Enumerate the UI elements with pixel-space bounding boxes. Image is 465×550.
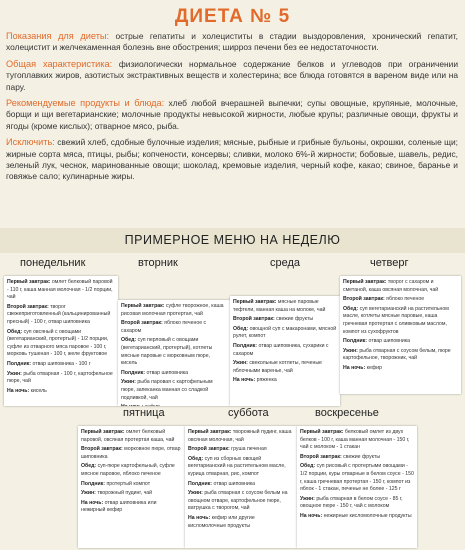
section-text: острые гепатиты и холециститы в стадии выздоровления, хронический гепатит, холецистит и желчекаменная болезнь вне обострения; ширроз печени без ее недостаточности. xyxy=(6,31,458,53)
meal-text: овощной суп с макаронами, мясной рулет, компот xyxy=(233,325,337,340)
meal-item xyxy=(121,370,227,378)
meal-item xyxy=(300,429,414,452)
meal-item xyxy=(300,496,414,511)
meal-item xyxy=(188,490,294,513)
menu-card-saturday xyxy=(185,426,297,548)
meal-item xyxy=(233,360,337,375)
meal-text: творожный пудинг, чай xyxy=(95,490,153,497)
meal-text: белковый омлет из двух белков - 100 г, каша манная молочная - 150 г, чай с молоком - 1 стакан xyxy=(300,429,410,451)
meal-text: суфле творожное, каша рисовая молочная протертая, чай xyxy=(121,303,224,317)
meal-label: Первый завтрак: xyxy=(343,279,387,285)
meal-text: морковное пюре, отвар шиповника xyxy=(81,446,181,460)
meal-text: кефир или другие кисломолочные продукты xyxy=(188,514,255,529)
meal-label: Первый завтрак: xyxy=(233,299,277,305)
day-heading-friday: пятница xyxy=(123,407,165,419)
menu-card-tuesday xyxy=(118,300,230,406)
meal-label: Ужин: xyxy=(233,360,248,367)
meal-label: Первый завтрак: xyxy=(121,303,165,309)
meal-item xyxy=(81,446,182,461)
meal-text: рыба отварная - 100 г, картофельное пюре, чай xyxy=(7,370,113,385)
meal-text: отвар шиповника - 100 г xyxy=(31,360,91,367)
meal-item xyxy=(343,296,458,304)
meal-text: омлет белковый паровой - 110 г, каша манная молочная - 1/2 порции, чай xyxy=(7,279,113,301)
meal-label: Второй завтрак: xyxy=(343,296,385,303)
meal-item xyxy=(188,481,294,489)
meal-text: творожный пудинг, каша овсяная молочная, чай xyxy=(188,429,292,443)
meal-item xyxy=(188,429,294,444)
menu-card-thursday xyxy=(340,276,461,394)
meal-label: Второй завтрак: xyxy=(81,446,123,453)
meal-label: Обед: xyxy=(233,325,249,332)
meal-text: яблоко печеное xyxy=(384,296,425,303)
meal-item xyxy=(7,329,115,359)
meal-item xyxy=(233,316,337,324)
meal-label: Ужин: xyxy=(300,495,315,502)
meal-item xyxy=(300,513,414,521)
meal-label: Ужин: xyxy=(343,347,358,354)
meal-label: Второй завтрак: xyxy=(7,303,49,310)
meal-item xyxy=(343,306,458,336)
meal-label: Первый завтрак: xyxy=(300,429,344,435)
meal-text: рыба отварная в белом соусе - 85 г, овощное пюре - 150 г, чай с молоком xyxy=(300,495,403,510)
meal-label: Ужин: xyxy=(7,370,22,377)
meal-label: Обед: xyxy=(81,463,97,470)
section-label: Показания для диеты: xyxy=(6,31,110,41)
meal-item xyxy=(121,337,227,367)
meal-item xyxy=(188,456,294,479)
diet-description xyxy=(6,31,458,188)
week-menu-title: ПРИМЕРНОЕ МЕНЮ НА НЕДЕЛЮ xyxy=(124,233,341,247)
meal-text: груша печеная xyxy=(229,446,267,453)
meal-text: омлет белковый паровой, овсяная протертая каша, чай xyxy=(81,429,175,443)
meal-item xyxy=(121,404,227,406)
meal-label: Первый завтрак: xyxy=(7,279,51,285)
meal-label: Ужин: xyxy=(81,490,96,497)
meal-label: Полдник: xyxy=(343,338,368,345)
meal-text: суп рисовый с протертыми овощами - 1/2 порции, куры отварные в белом соусе - 150 г, каша гречневая протертая - 150 г, компот из яблок - 1 стакан, печенье не более - 125 г xyxy=(300,463,414,493)
meal-label: Второй завтрак: xyxy=(300,453,342,460)
meal-text: отвар шиповника или нежирный кефир xyxy=(81,499,157,514)
meal-item xyxy=(81,500,182,515)
meal-label: Полдник: xyxy=(188,480,213,487)
day-heading-wednesday: среда xyxy=(270,257,301,269)
meal-text: рыба паровая с картофельным пюре, запеканка манная со сладкой подливкой, чай xyxy=(121,379,213,401)
meal-label: Полдник: xyxy=(121,369,146,376)
meal-text: протертый компот xyxy=(105,480,151,487)
meal-item xyxy=(7,361,115,369)
section-text: физиологически нормальное содержание белков и углеводов при ограничении тугоплавких жиров, азотистых экстрактивных веществ и холестерина; все блюда готовятся в вареном виде или на пару. xyxy=(6,58,458,92)
general-characteristics-paragraph xyxy=(6,59,458,93)
day-heading-tuesday: вторник xyxy=(138,257,178,269)
meal-label: Обед: xyxy=(300,463,316,470)
meal-label: На ночь: xyxy=(188,514,211,521)
meal-text: суп-пюре картофельный, суфле мясное паровое, яблоко печеное xyxy=(81,463,175,477)
meal-item xyxy=(343,348,458,363)
meal-label: Полдник: xyxy=(233,342,258,349)
menu-card-wednesday xyxy=(230,296,340,406)
meal-text: яблоко печеное с сахаром xyxy=(121,320,207,334)
section-text: хлеб любой вчерашней выпечки; супы овощные, крупяные, молочные, борщи и щи вегетарианские; молочные продукты невысокой жирности, любые крупы; различные овощи, фрукты и ягоды (кроме кислых); отварное мясо, рыба. xyxy=(6,98,458,131)
meal-item xyxy=(233,326,337,341)
meal-item xyxy=(188,515,294,530)
section-label: Общая характеристика: xyxy=(6,58,113,69)
meal-item xyxy=(7,388,115,396)
menu-card-sunday xyxy=(297,426,417,548)
meal-label: Ужин: xyxy=(121,379,136,386)
day-heading-thursday: четверг xyxy=(370,257,409,269)
meal-label: На ночь: xyxy=(81,499,104,506)
day-heading-saturday: суббота xyxy=(228,407,269,419)
meal-item xyxy=(233,343,337,358)
meal-text: свежие фрукты xyxy=(341,453,381,460)
meal-item xyxy=(7,304,115,327)
day-heading-sunday: воскресенье xyxy=(315,407,379,419)
meal-item xyxy=(188,446,294,454)
meal-text: суп овсяный с овощами (вегетарианский, протертый) - 1/2 порции, суфле из отварного мяса паровое - 100 г, морковь тушеная - 100 г, желе фруктовое xyxy=(7,328,109,358)
meal-text: рыба отварная с соусом белым на овощном отваре, картофельное пюре, ватрушка с творогом, чай xyxy=(188,490,288,512)
meal-text: свежие фрукты xyxy=(274,316,314,323)
meal-text: рыба отварная с соусом белым, пюре картофельное, творожник, чай xyxy=(343,347,451,362)
meal-label: Второй завтрак: xyxy=(233,316,275,323)
section-text: свежий хлеб, сдобные булочные изделия; мясные, рыбные и грибные бульоны, окрошки, соленые щи; жирные сорта мяса, птицы, рыбы; копчености, консервы; сливки, молоко 6%-й жирности; бобовые, шавель, редис, зеленый лук, чеснок, маринованные овощи; шоколад, кремовые изделия, черный кофе, какао; свиное, бараньe и говяжье сало; кулинарные жиры. xyxy=(6,137,458,182)
meal-text: свекольные котлеты, печеные яблочными варенье, чай xyxy=(233,360,322,374)
meal-text: творог свежеприготовленный (кальцинированный пресный) - 100 г, отвар шиповника xyxy=(7,303,111,325)
meal-label: Второй завтрак: xyxy=(188,446,230,453)
meal-item xyxy=(233,377,337,385)
meal-text: отвар шиповника, сухарики с сахаром xyxy=(233,342,329,357)
meal-label: Обед: xyxy=(343,305,359,312)
meal-label: На ночь: xyxy=(233,377,256,384)
meal-item xyxy=(233,299,337,314)
meal-label: На ночь: xyxy=(300,512,323,519)
recommended-products-paragraph xyxy=(6,98,458,132)
meal-text: творог с сахаром и сметаной, каша овсяная молочная, чай xyxy=(343,279,439,293)
meal-label: Обед: xyxy=(188,455,204,462)
meal-item xyxy=(7,279,115,302)
meal-item xyxy=(121,320,227,335)
meal-item xyxy=(343,365,458,373)
meal-label: Обед: xyxy=(7,328,23,335)
excluded-products-paragraph xyxy=(6,137,458,183)
meal-text: суп вегетарианский на растительном масле, котлеты мясные паровые, каша гречневая протертая с оливковым маслом, компот из сухофруктов xyxy=(343,305,449,335)
meal-text: отвар шиповника xyxy=(367,338,411,345)
section-label: Исключить: xyxy=(6,137,55,148)
meal-label: Полдник: xyxy=(81,480,106,487)
meal-label: Второй завтрак: xyxy=(121,320,163,327)
meal-item xyxy=(343,279,458,294)
meal-text: суп из сборных овощей вегетарианский на растительном масле, курица отварная, рис, компот xyxy=(188,455,286,477)
meal-text: кефир xyxy=(365,364,382,371)
meal-item xyxy=(300,463,414,493)
menu-card-friday xyxy=(78,426,185,548)
meal-label: Полдник: xyxy=(7,360,32,367)
meal-text: отвар шиповника xyxy=(212,480,256,487)
section-label: Рекомендуемые продукты и блюда: xyxy=(6,98,165,109)
meal-item xyxy=(81,490,182,498)
meal-item xyxy=(81,463,182,478)
meal-text: суп перловый с овощами (вегетарианский, протертый), котлеты мясные паровые с морковным пюре, кисель xyxy=(121,337,213,367)
meal-text xyxy=(143,404,160,406)
menu-card-monday xyxy=(4,276,118,406)
meal-item xyxy=(121,303,227,318)
page-title: ДИЕТА № 5 xyxy=(174,6,291,27)
day-heading-monday: понедельник xyxy=(20,257,86,269)
meal-label: Ужин: xyxy=(188,490,203,497)
meal-label xyxy=(121,404,143,406)
meal-label: Обед: xyxy=(121,337,137,344)
meal-text: кисель xyxy=(29,387,47,394)
meal-text: нежирные кисломолочные продукты xyxy=(322,512,412,519)
meal-item xyxy=(81,481,182,489)
meal-label: На ночь: xyxy=(343,364,366,371)
meal-text: мясные паровые тефтели, манная каша на молоке, чай xyxy=(233,299,326,313)
meal-item xyxy=(121,379,227,402)
meal-item xyxy=(343,338,458,346)
indications-paragraph xyxy=(6,31,458,54)
meal-item xyxy=(81,429,182,444)
meal-item xyxy=(7,371,115,386)
meal-label: Первый завтрак: xyxy=(188,429,232,435)
meal-text: ряженка xyxy=(255,377,277,384)
meal-text: отвар шиповника xyxy=(145,369,189,376)
meal-label: На ночь: xyxy=(7,387,30,394)
meal-label: Первый завтрак: xyxy=(81,429,125,435)
meal-item xyxy=(300,454,414,462)
